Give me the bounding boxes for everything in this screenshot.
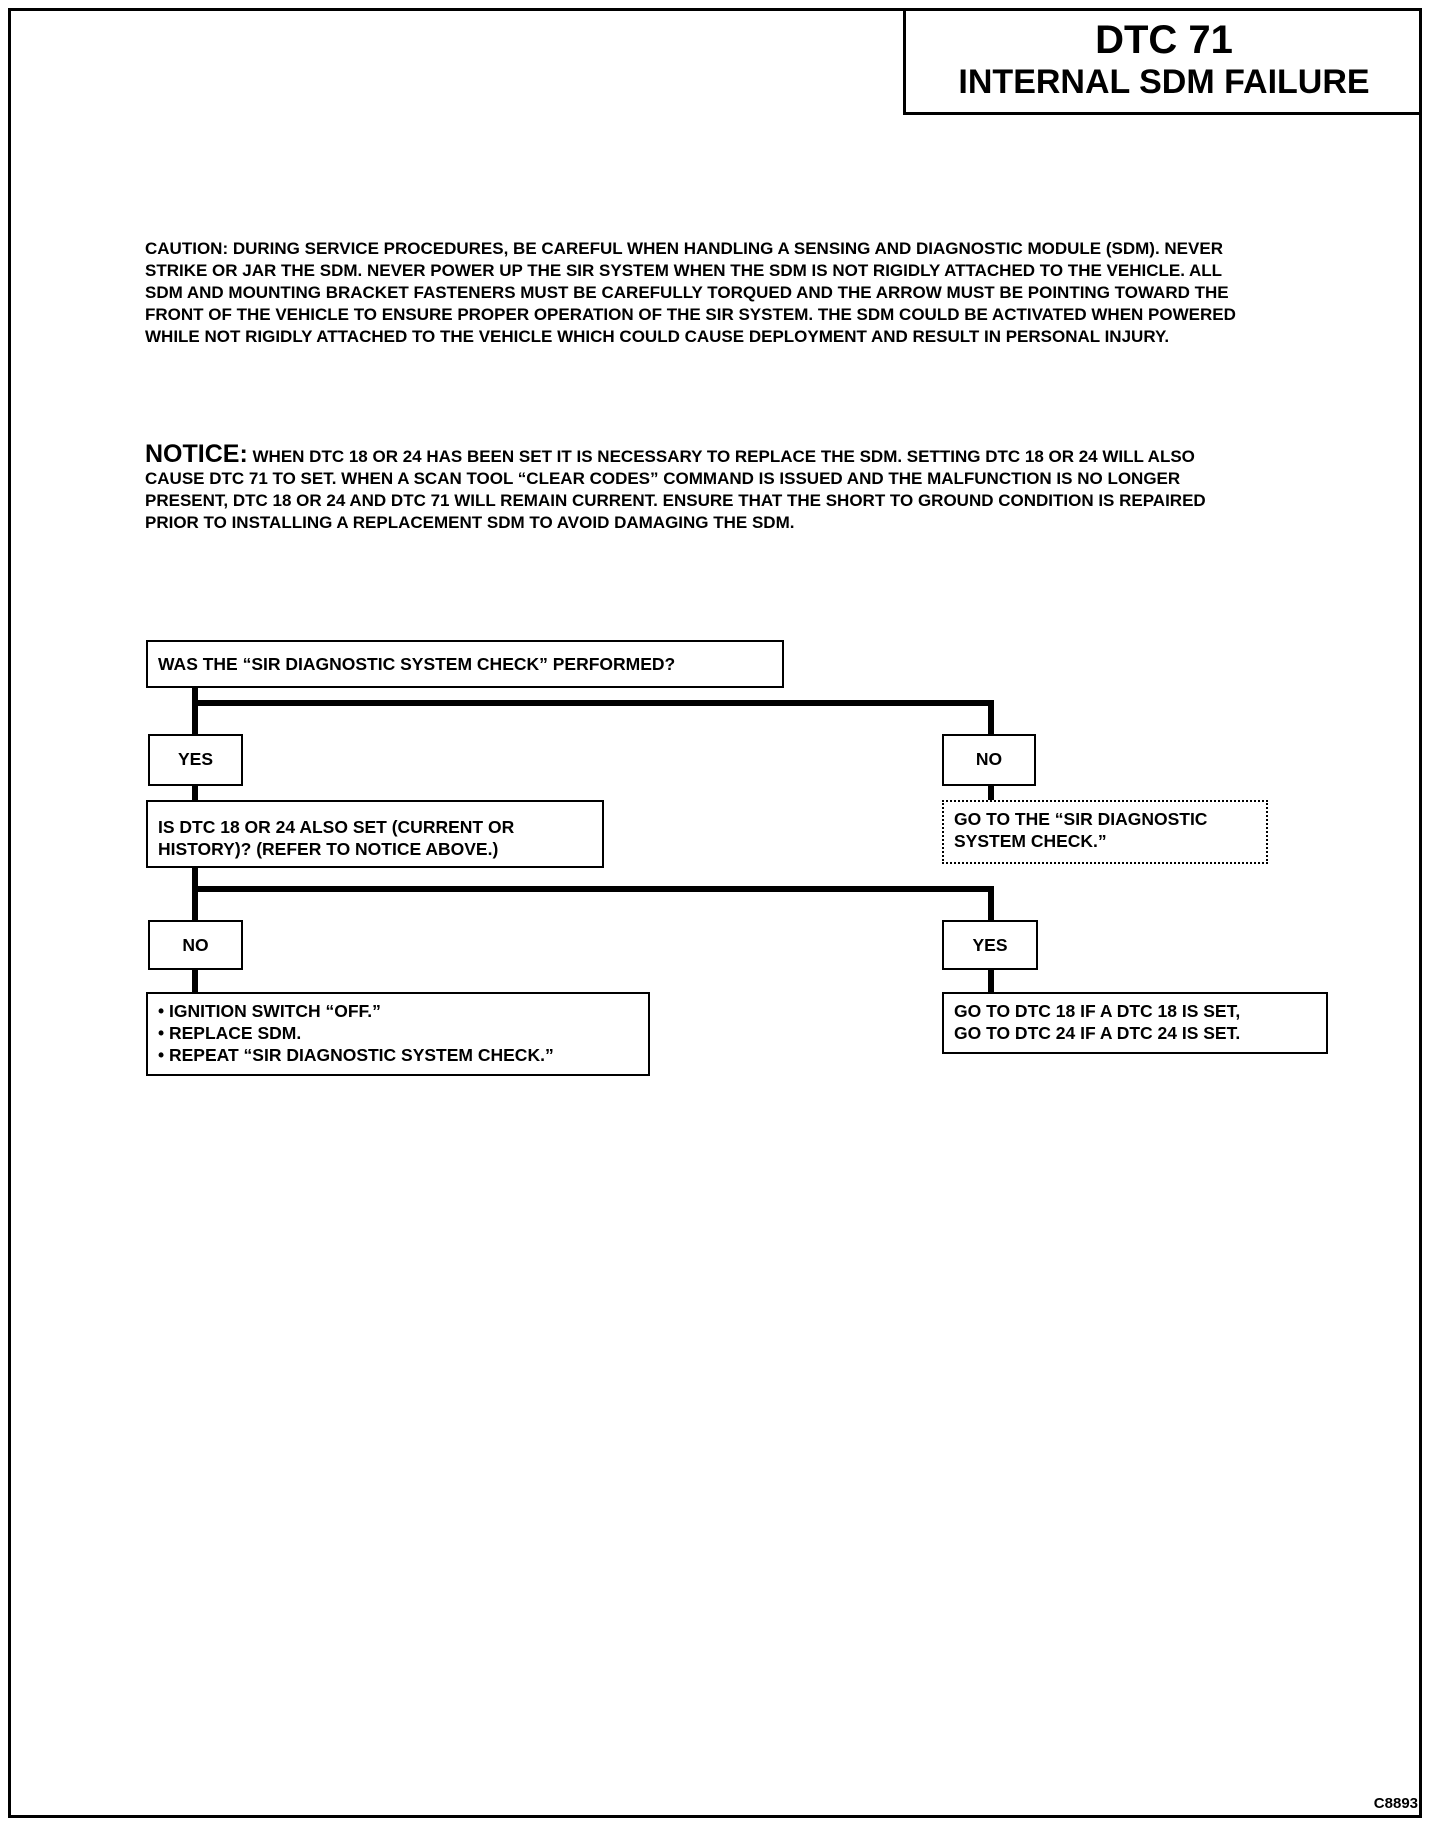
document-code: C8893 [1373,1795,1418,1812]
answer-no: NO [942,734,1036,786]
notice-label: NOTICE: [145,440,248,468]
action-replace-sdm: • IGNITION SWITCH “OFF.” • REPLACE SDM. • REPEAT “SIR DIAGNOSTIC SYSTEM CHECK.” [146,992,650,1076]
connector-line [192,968,198,994]
caution-paragraph: CAUTION: DURING SERVICE PROCEDURES, BE CAREFUL WHEN HANDLING A SENSING AND DIAGNOSTIC MODULE (SDM). NEVER STRIKE OR JAR THE SDM. NEVER POWER UP THE SIR SYSTEM WHEN THE SDM IS NOT RIGIDLY ATTACHED TO THE VEHICLE. ALL SDM AND MOUNTING BRACKET FASTENERS MUST BE CAREFULLY TORQUED AND THE ARROW MUST BE POINTING TOWARD THE FRONT OF THE VEHICLE TO ENSURE PROPER OPERATION OF THE SIR SYSTEM. THE SDM COULD BE ACTIVATED WHEN POWERED WHILE NOT RIGIDLY ATTACHED TO THE VEHICLE WHICH COULD CAUSE DEPLOYMENT AND RESULT IN PERSONAL INJURY. [145,239,1236,346]
connector-line [192,866,198,922]
question-sir-check: WAS THE “SIR DIAGNOSTIC SYSTEM CHECK” PERFORMED? [146,640,784,688]
answer-no: NO [148,920,243,970]
question-dtc-18-24: IS DTC 18 OR 24 ALSO SET (CURRENT OR HISTORY)? (REFER TO NOTICE ABOVE.) [146,800,604,868]
connector-line [988,968,994,994]
connector-line [192,886,994,892]
connector-line [192,686,198,736]
title-block [903,8,1422,115]
dtc-code: DTC 71 [1095,18,1233,62]
connector-line [988,886,994,922]
answer-yes: YES [942,920,1038,970]
notice-text: WHEN DTC 18 OR 24 HAS BEEN SET IT IS NECESSARY TO REPLACE THE SDM. SETTING DTC 18 OR 24 WILL ALSO CAUSE DTC 71 TO SET. WHEN A SCAN TOOL “CLEAR CODES” COMMAND IS ISSUED AND THE MALFUNCTION IS NO LONGER PRESENT, DTC 18 OR 24 AND DTC 71 WILL REMAIN CURRENT. ENSURE THAT THE SHORT TO GROUND CONDITION IS REPAIRED PRIOR TO INSTALLING A REPLACEMENT SDM TO AVOID DAMAGING THE SDM. [145,447,1206,532]
dtc-name: INTERNAL SDM FAILURE [958,63,1370,101]
connector-line [988,700,994,736]
action-goto-dtc: GO TO DTC 18 IF A DTC 18 IS SET, GO TO DTC 24 IF A DTC 24 IS SET. [942,992,1328,1054]
connector-line [192,700,994,706]
action-goto-sir-check: GO TO THE “SIR DIAGNOSTIC SYSTEM CHECK.” [942,800,1268,864]
notice-paragraph [145,440,1255,534]
answer-yes: YES [148,734,243,786]
